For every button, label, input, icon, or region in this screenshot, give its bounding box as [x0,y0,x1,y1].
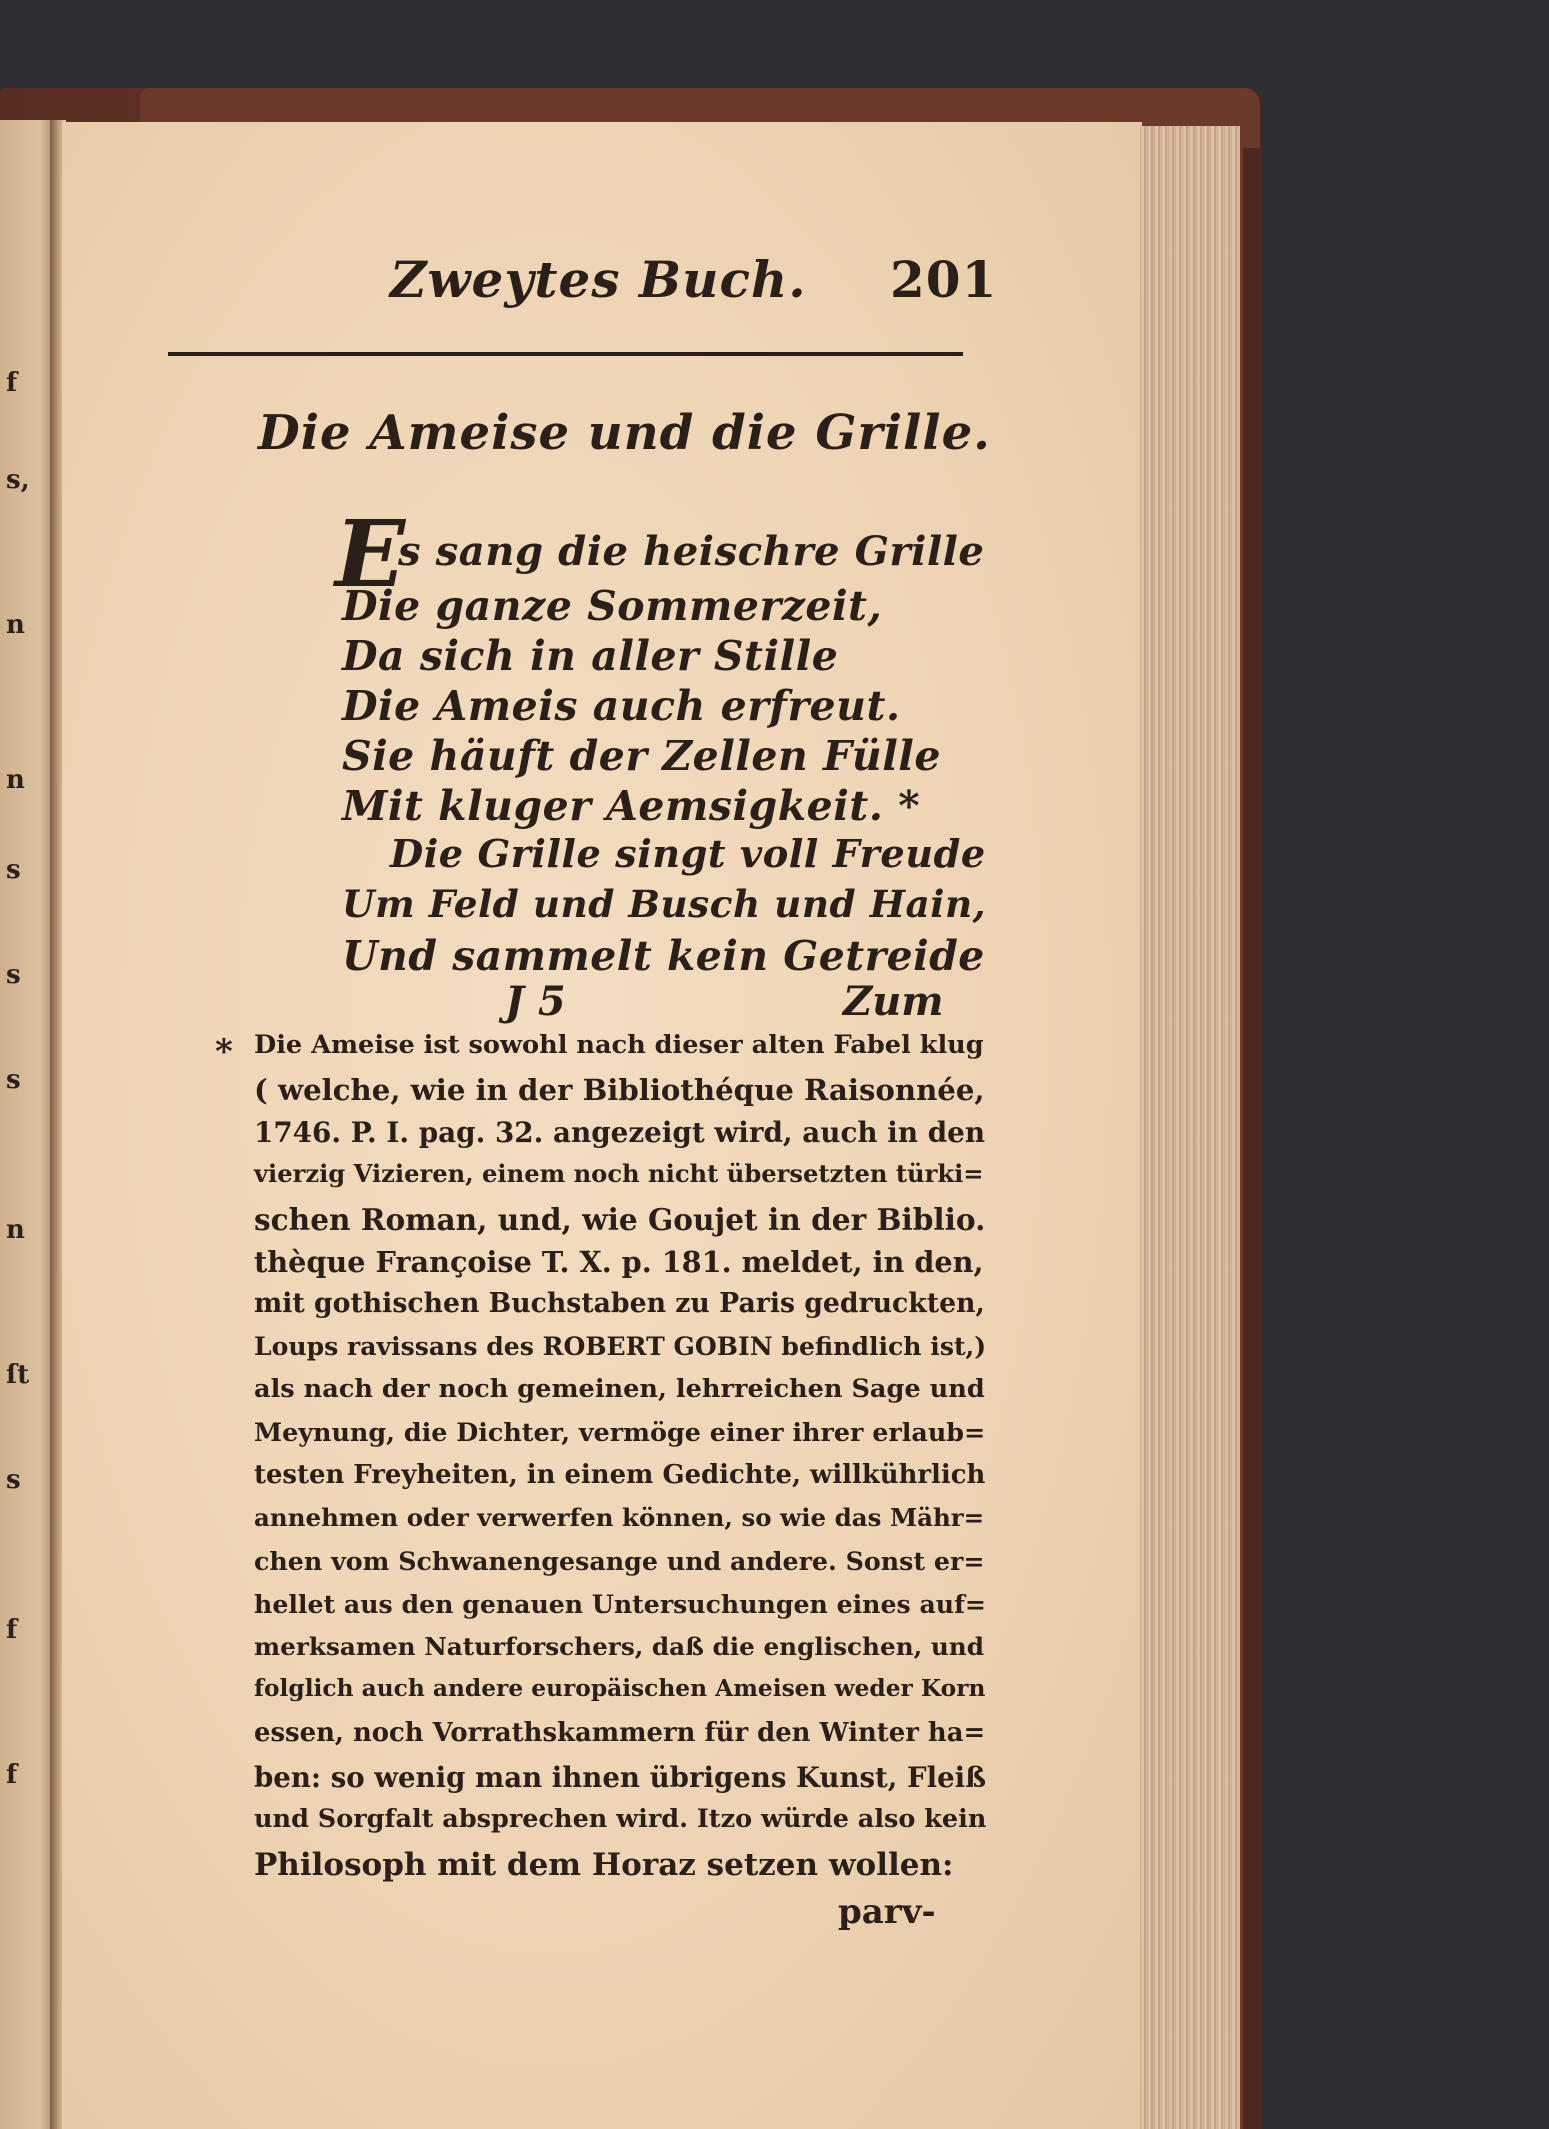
footnote-line: Philosoph mit dem Horaz setzen wollen: [254,1847,954,1883]
poem-title: Die Ameise und die Grille. [258,405,991,461]
footnote-line: chen vom Schwanengesange und andere. Sonst er= [254,1546,985,1576]
poem-line: Die Grille singt voll Freude [390,832,986,877]
footnote-line: hellet aus den genauen Untersuchungen eines auf= [254,1589,987,1619]
left-fragment: n [6,765,25,795]
footnote-line: und Sorgfalt absprechen wird. Itzo würde also kein [254,1804,987,1834]
header-rule [168,352,963,356]
poem-line: Da sich in aller Stille [342,632,839,680]
page-edges [1140,126,1243,2129]
footnote-line: ( welche, wie in der Bibliothéque Raisonnée, [254,1073,985,1107]
page-number: 201 [890,250,998,309]
left-fragment: f [6,368,18,398]
running-head: Zweytes Buch. [390,250,807,309]
footnote-line: Die Ameise ist sowohl nach dieser alten Fabel klug [254,1030,984,1060]
footnote-line: schen Roman, und, wie Goujet in der Biblio. [254,1202,986,1237]
footnote-marker: * [215,1032,233,1072]
poem-line: Sie häuft der Zellen Fülle [342,732,941,780]
left-fragment: s, [6,465,30,495]
footnote-line: mit gothischen Buchstaben zu Paris gedruckten, [254,1288,985,1319]
footnote-line: annehmen oder verwerfen können, so wie das Mähr= [254,1503,985,1532]
left-fragment: s [6,855,21,885]
footnote-line: ben: so wenig man ihnen übrigens Kunst, Fleiß [254,1761,987,1794]
footnote-line: testen Freyheiten, in einem Gedichte, willkührlich [254,1460,986,1490]
catchword-bottom: parv- [838,1892,936,1932]
left-fragment: f [6,1615,18,1645]
left-fragment: s [6,960,21,990]
left-fragment: s [6,1065,21,1095]
left-fragment: n [6,1215,25,1245]
poem-first-line: s sang die heischre Grille [398,528,985,575]
left-fragment: s [6,1465,21,1495]
poem-line: Um Feld und Busch und Hain, [342,882,987,926]
drop-cap: E [335,500,406,608]
footnote-line: thèque Françoise T. X. p. 181. meldet, in den, [254,1245,984,1279]
footnote-line: merksamen Naturforschers, daß die englischen, und [254,1632,985,1661]
signature-mark: J 5 [505,978,566,1025]
left-fragment: f [6,1760,18,1790]
footnote-line: 1746. P. I. pag. 32. angezeigt wird, auch in den [254,1116,986,1149]
footnote-line: folglich auch andere europäischen Ameisen weder Korn [254,1675,986,1702]
footnote-line: als nach der noch gemeinen, lehrreichen Sage und [254,1374,985,1404]
poem-line: Die ganze Sommerzeit, [342,582,883,630]
left-fragment: n [6,610,25,640]
footnote-line: Meynung, die Dichter, vermöge einer ihrer erlaub= [254,1417,986,1447]
poem-line: Mit kluger Aemsigkeit. * [342,782,921,830]
footnote-line: vierzig Vizieren, einem noch nicht übersetzten türki= [254,1159,984,1188]
poem-line: Und sammelt kein Getreide [342,932,985,980]
poem-line: Die Ameis auch erfreut. [342,682,901,730]
footnote-line: Loups ravissans des ROBERT GOBIN befindlich ist,) [254,1331,987,1361]
footnote-line: essen, noch Vorrathskammern für den Winter ha= [254,1718,986,1748]
left-fragment: ſt [6,1360,30,1390]
left-page-fragments [0,120,56,2129]
catchword-top: Zum [843,978,944,1025]
